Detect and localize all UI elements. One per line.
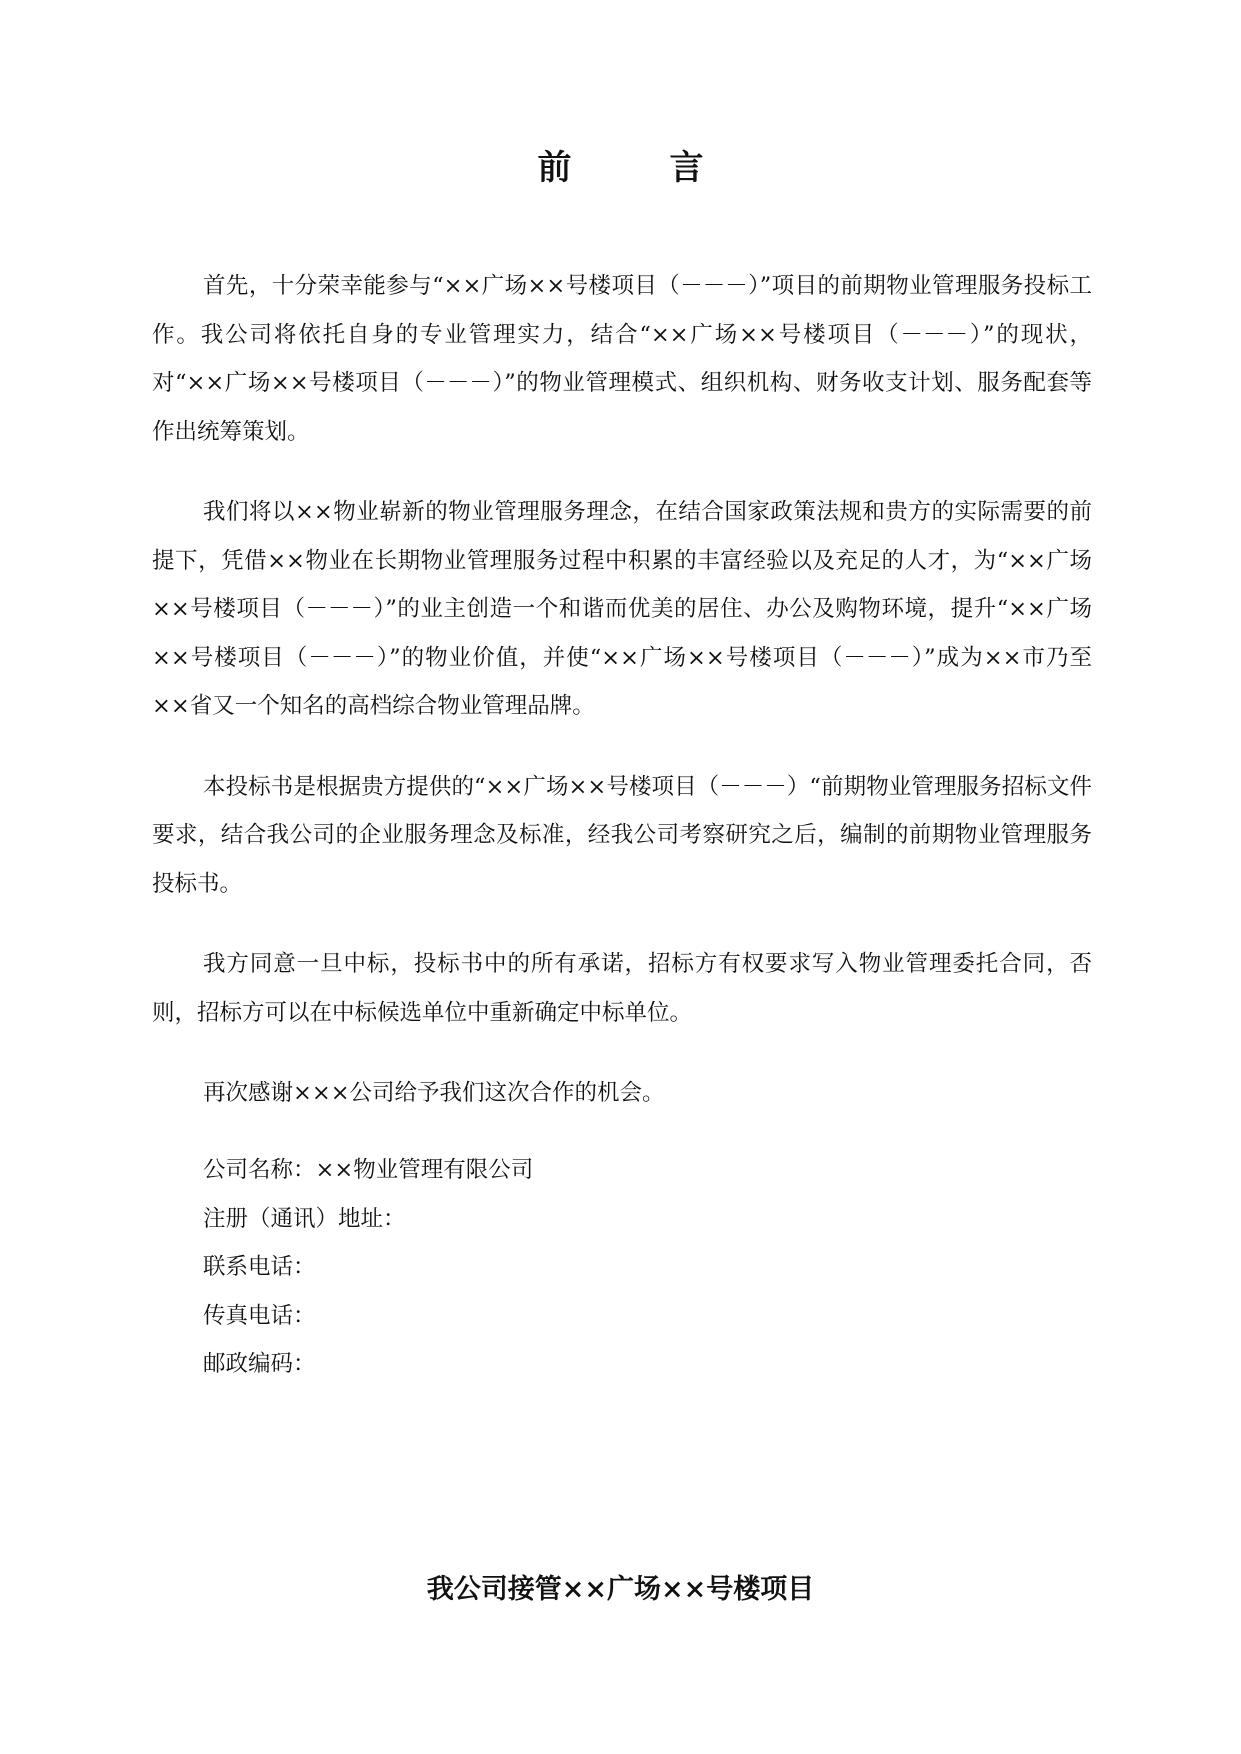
paragraph-commitment: 我方同意一旦中标，投标书中的所有承诺，招标方有权要求写入物业管理委托合同，否则，招标方可以在中标候选单位中重新确定中标单位。 bbox=[152, 951, 1092, 1026]
company-name-line: 公司名称：××物业管理有限公司 bbox=[203, 1157, 534, 1183]
postal-code-line: 邮政编码： bbox=[203, 1351, 316, 1377]
paragraph-intro: 首先，十分荣幸能参与“××广场××号楼项目（－－－）”项目的前期物业管理服务投标工作。我公司将依托自身的专业管理实力，结合“××广场××号楼项目（－－－）”的现状，对“××广场××号楼项目（－－－）”的物业管理模式、组织机构、财务收支计划、服务配套等作出统筹策划。 bbox=[152, 273, 1092, 445]
company-info-list bbox=[203, 1146, 533, 1389]
next-section-heading: 我公司接管××广场××号楼项目 bbox=[426, 1574, 815, 1605]
paragraph-thanks: 再次感谢×××公司给予我们这次合作的机会。 bbox=[203, 1080, 665, 1106]
address-line: 注册（通讯）地址： bbox=[203, 1205, 406, 1232]
preface-body bbox=[152, 262, 1092, 1150]
paragraph-basis: 本投标书是根据贵方提供的“××广场××号楼项目（－－－）“前期物业管理服务招标文件要求，结合我公司的企业服务理念及标准，经我公司考察研究之后，编制的前期物业管理服务投标书。 bbox=[152, 773, 1092, 897]
phone-line: 联系电话： bbox=[203, 1254, 316, 1280]
page-title: 前 言 bbox=[537, 148, 736, 188]
paragraph-vision: 我们将以××物业崭新的物业管理服务理念，在结合国家政策法规和贵方的实际需要的前提下，凭借××物业在长期物业管理服务过程中积累的丰富经验以及充足的人才，为“××广场××号楼项目（－－－）”的业主创造一个和谐而优美的居住、办公及购物环境，提升“××广场××号楼项目（－－－）”的物业价值，并使“××广场××号楼项目（－－－）”成为××市乃至××省又一个知名的高档综合物业管理品牌。 bbox=[152, 499, 1092, 719]
fax-line: 传真电话： bbox=[203, 1302, 316, 1329]
